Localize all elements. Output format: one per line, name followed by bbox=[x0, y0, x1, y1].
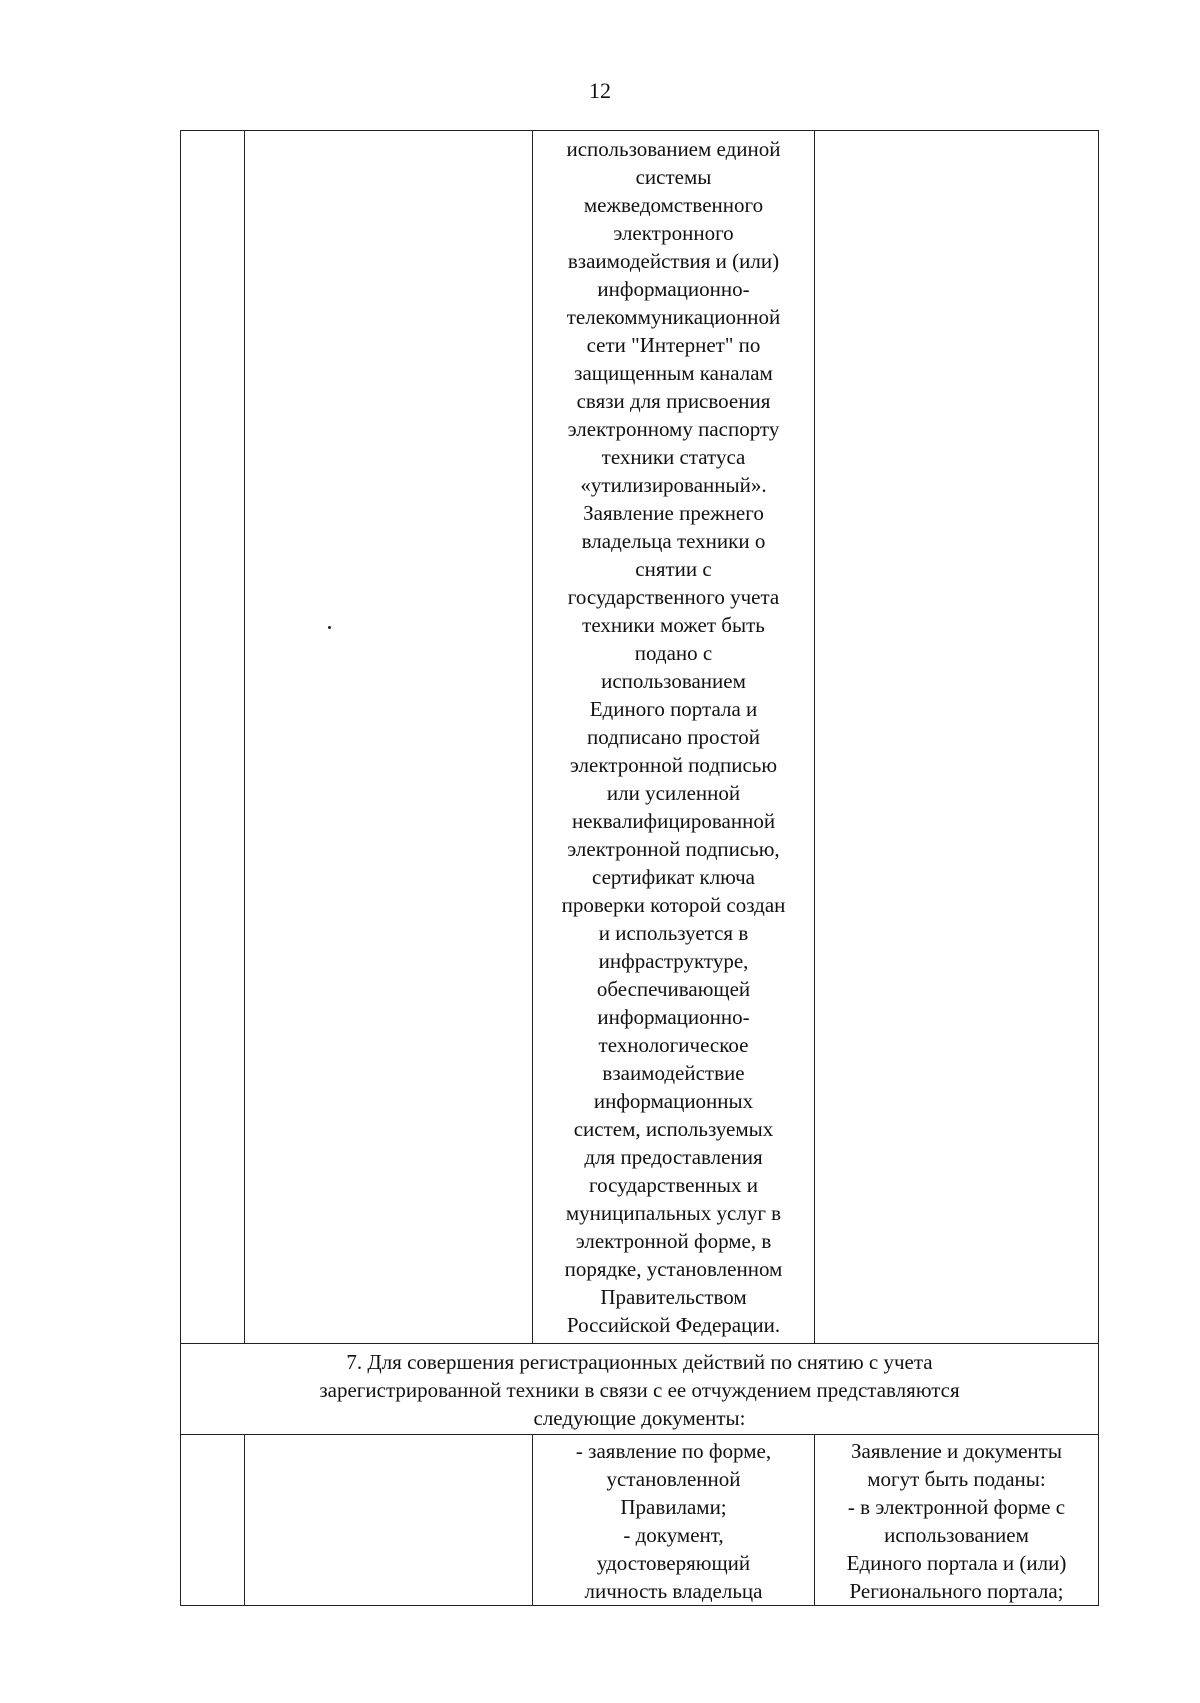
section-7-line-2: зарегистрированной техники в связи с ее отчуждением представляются bbox=[319, 1378, 960, 1402]
cell-documents bbox=[533, 131, 815, 1344]
section-7-line-3: следующие документы: bbox=[533, 1406, 746, 1430]
cell-number bbox=[181, 131, 245, 1344]
cell-action bbox=[245, 131, 533, 1344]
table-row-continued bbox=[181, 131, 1099, 1344]
cell-notes bbox=[815, 1435, 1099, 1606]
cell-documents bbox=[533, 1435, 815, 1606]
cell-notes bbox=[815, 131, 1099, 1344]
procedure-table bbox=[180, 130, 1099, 1606]
section-row bbox=[181, 1344, 1099, 1435]
section-7-line-1: 7. Для совершения регистрационных действий по снятию с учета bbox=[346, 1350, 933, 1374]
section-7-heading bbox=[181, 1344, 1099, 1435]
documents-list-text: - заявление по форме, установленной Правилами; - документ, удостоверяющий личность владельца bbox=[575, 1439, 772, 1603]
submission-notes-text: Заявление и документы могут быть поданы: - в электронной форме с использованием Единого портала и (или) Регионального портала; bbox=[846, 1439, 1067, 1603]
cell-number bbox=[181, 1435, 245, 1606]
table-row-documents bbox=[181, 1435, 1099, 1606]
page-number: 12 bbox=[589, 78, 611, 103]
cell-action bbox=[245, 1435, 533, 1606]
documents-text: использованием единой системы межведомственного электронного взаимодействия и (или) информационно- телекоммуникационной сети "Интернет" по защищенным каналам связи для присвоения электронному паспорту техники статуса «утилизированный». Заявление прежнего владельца техники о снятии с государственного учета техники может быть подано с использованием Единого портала и подписано простой электронной подписью или усиленной неквалифицированной электронной подписью, сертификат ключа проверки которой создан и используется в инфраструктуре, обеспечивающей информационно- технологическое взаимодействие информационных систем, используемых для предоставления государственных и муниципальных услуг в электронной форме, в порядке, установленном Правительством Российской Федерации. bbox=[561, 137, 786, 1337]
